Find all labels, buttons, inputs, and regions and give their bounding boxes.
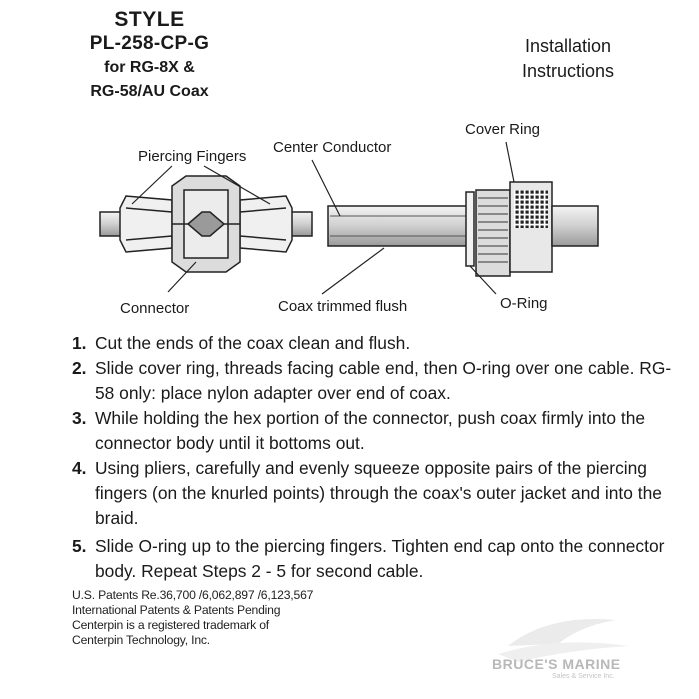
connector-drawing — [100, 176, 312, 272]
label-o-ring: O-Ring — [500, 295, 548, 312]
step-5 — [72, 534, 672, 584]
connector-diagram — [0, 0, 699, 330]
step-number: 1. — [72, 333, 87, 353]
label-center-conductor: Center Conductor — [273, 139, 392, 156]
footer-international: International Patents & Patents Pending — [72, 603, 281, 617]
step-text: Cut the ends of the coax clean and flush. — [95, 333, 411, 353]
installation-line1: Installation — [524, 36, 612, 56]
step-1 — [72, 331, 672, 356]
footer-company: Centerpin Technology, Inc. — [72, 633, 210, 647]
label-connector: Connector — [120, 300, 190, 317]
title-coax-line: RG-58/AU Coax — [90, 83, 209, 100]
title-style: STYLE — [114, 8, 185, 31]
instruction-steps — [72, 331, 672, 584]
step-number: 2. — [72, 358, 87, 378]
footer-trademark: Centerpin is a registered trademark of — [72, 618, 269, 632]
watermark-logo-text: BRUCE'S MARINE — [492, 656, 621, 672]
step-text: Slide cover ring, threads facing cable end, then O-ring over one cable. RG-58 only: place nylon adapter over end of coax. — [95, 358, 672, 403]
title-for-line: for RG-8X & — [104, 59, 195, 76]
label-piercing-fingers: Piercing Fingers — [138, 148, 247, 165]
installation-line2: Instructions — [521, 61, 615, 81]
step-text: Slide O-ring up to the piercing fingers. Tighten end cap onto the connector body. Repeat Steps 2 - 5 for second cable. — [95, 536, 665, 581]
title-model: PL-258-CP-G — [89, 33, 210, 54]
step-text: Using pliers, carefully and evenly squeeze opposite pairs of the piercing fingers (on the knurled points) through the coax's outer jacket and into the braid. — [95, 458, 662, 528]
patent-footer — [72, 588, 313, 648]
label-coax-trimmed: Coax trimmed flush — [278, 298, 408, 315]
step-number: 5. — [72, 536, 87, 556]
coax-drawing — [328, 182, 598, 276]
step-number: 4. — [72, 458, 87, 478]
footer-patents: U.S. Patents Re.36,700 /6,062,897 /6,123,567 — [72, 588, 314, 602]
watermark-logo-tagline: Sales & Service Inc. — [552, 673, 615, 680]
step-3 — [72, 406, 672, 456]
step-text: While holding the hex portion of the connector, push coax firmly into the connector body until it bottoms out. — [95, 408, 646, 453]
step-4 — [72, 456, 672, 531]
step-2 — [72, 356, 672, 406]
step-number: 3. — [72, 408, 87, 428]
label-cover-ring: Cover Ring — [465, 121, 541, 138]
